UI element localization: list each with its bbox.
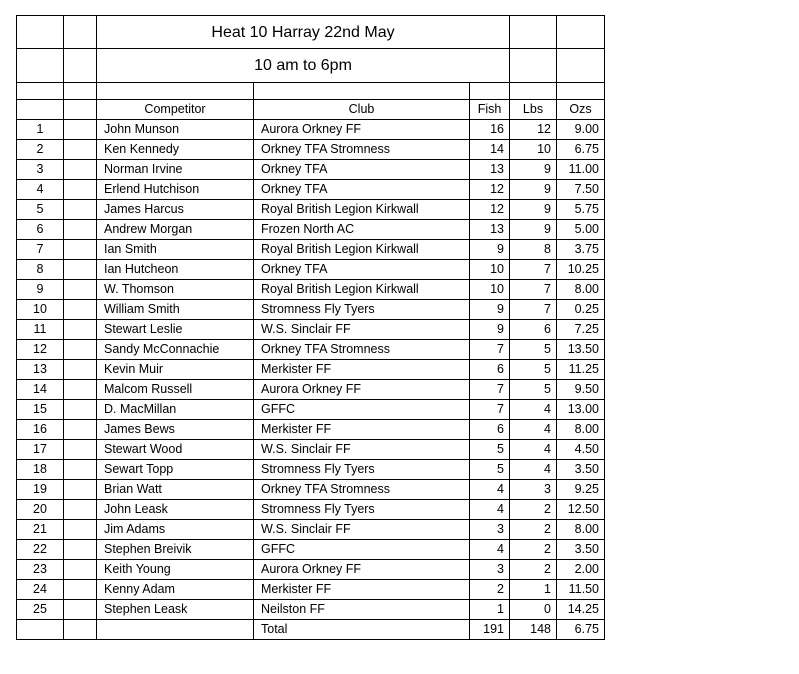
header-ozs: Ozs <box>557 100 605 120</box>
competitor-cell: Erlend Hutchison <box>97 180 254 200</box>
lbs-cell: 2 <box>510 540 557 560</box>
blank-cell <box>64 480 97 500</box>
competitor-cell: William Smith <box>97 300 254 320</box>
competitor-cell: Norman Irvine <box>97 160 254 180</box>
competitor-cell: James Harcus <box>97 200 254 220</box>
position-cell: 20 <box>16 500 64 520</box>
header-cell-blank <box>64 100 97 120</box>
club-cell: Orkney TFA <box>254 180 470 200</box>
ozs-cell: 10.25 <box>557 260 605 280</box>
position-cell: 2 <box>16 140 64 160</box>
blank-cell <box>64 300 97 320</box>
ozs-cell: 4.50 <box>557 440 605 460</box>
blank-cell <box>64 340 97 360</box>
lbs-cell: 8 <box>510 240 557 260</box>
table-row <box>16 260 605 280</box>
title-row <box>16 15 605 49</box>
time-row-cell-b <box>64 49 97 83</box>
lbs-cell: 9 <box>510 200 557 220</box>
fish-cell: 4 <box>470 500 510 520</box>
ozs-cell: 9.00 <box>557 120 605 140</box>
club-cell: GFFC <box>254 400 470 420</box>
header-row <box>16 100 605 120</box>
header-cell-position <box>16 100 64 120</box>
spacer-row <box>16 83 605 100</box>
blank-cell <box>64 240 97 260</box>
fish-cell: 13 <box>470 220 510 240</box>
table-row <box>16 140 605 160</box>
fish-cell: 12 <box>470 180 510 200</box>
competitor-cell: James Bews <box>97 420 254 440</box>
lbs-cell: 10 <box>510 140 557 160</box>
ozs-cell: 14.25 <box>557 600 605 620</box>
blank-cell <box>64 420 97 440</box>
position-cell: 5 <box>16 200 64 220</box>
table-row <box>16 420 605 440</box>
position-cell: 14 <box>16 380 64 400</box>
fish-cell: 13 <box>470 160 510 180</box>
position-cell: 24 <box>16 580 64 600</box>
position-cell: 13 <box>16 360 64 380</box>
table-row <box>16 440 605 460</box>
club-cell: Orkney TFA Stromness <box>254 140 470 160</box>
blank-cell <box>64 380 97 400</box>
position-cell: 11 <box>16 320 64 340</box>
club-cell: Orkney TFA Stromness <box>254 480 470 500</box>
ozs-cell: 9.25 <box>557 480 605 500</box>
blank-cell <box>64 400 97 420</box>
position-cell: 1 <box>16 120 64 140</box>
position-cell: 12 <box>16 340 64 360</box>
club-cell: Royal British Legion Kirkwall <box>254 200 470 220</box>
fish-cell: 14 <box>470 140 510 160</box>
competitor-cell: Brian Watt <box>97 480 254 500</box>
table-row <box>16 360 605 380</box>
time-row-cell-g <box>557 49 605 83</box>
lbs-cell: 0 <box>510 600 557 620</box>
blank-cell <box>64 600 97 620</box>
fish-cell: 16 <box>470 120 510 140</box>
ozs-cell: 5.75 <box>557 200 605 220</box>
competitor-cell: Stewart Wood <box>97 440 254 460</box>
fish-cell: 10 <box>470 280 510 300</box>
lbs-cell: 12 <box>510 120 557 140</box>
ozs-cell: 9.50 <box>557 380 605 400</box>
ozs-cell: 8.00 <box>557 420 605 440</box>
table-row <box>16 120 605 140</box>
blank-cell <box>64 560 97 580</box>
ozs-cell: 7.25 <box>557 320 605 340</box>
spacer-cell <box>510 83 557 100</box>
club-cell: W.S. Sinclair FF <box>254 320 470 340</box>
table-row <box>16 200 605 220</box>
blank-cell <box>64 360 97 380</box>
fish-cell: 3 <box>470 560 510 580</box>
table-row <box>16 460 605 480</box>
fish-cell: 9 <box>470 240 510 260</box>
position-cell: 7 <box>16 240 64 260</box>
lbs-cell: 2 <box>510 560 557 580</box>
position-cell: 4 <box>16 180 64 200</box>
fish-cell: 5 <box>470 440 510 460</box>
table-row <box>16 600 605 620</box>
club-cell: Merkister FF <box>254 420 470 440</box>
total-label: Total <box>254 620 470 640</box>
lbs-cell: 4 <box>510 440 557 460</box>
header-fish: Fish <box>470 100 510 120</box>
fish-cell: 12 <box>470 200 510 220</box>
competitor-cell: Sandy McConnachie <box>97 340 254 360</box>
lbs-cell: 4 <box>510 420 557 440</box>
position-cell: 23 <box>16 560 64 580</box>
spacer-cell <box>470 83 510 100</box>
title-row-cell-b <box>64 15 97 49</box>
club-cell: W.S. Sinclair FF <box>254 520 470 540</box>
lbs-cell: 4 <box>510 400 557 420</box>
club-cell: Royal British Legion Kirkwall <box>254 240 470 260</box>
fish-cell: 7 <box>470 380 510 400</box>
position-cell: 21 <box>16 520 64 540</box>
lbs-cell: 7 <box>510 280 557 300</box>
lbs-cell: 4 <box>510 460 557 480</box>
position-cell: 10 <box>16 300 64 320</box>
blank-cell <box>64 180 97 200</box>
sheet-time: 10 am to 6pm <box>97 49 510 83</box>
ozs-cell: 11.00 <box>557 160 605 180</box>
position-cell: 19 <box>16 480 64 500</box>
fish-cell: 9 <box>470 300 510 320</box>
club-cell: Aurora Orkney FF <box>254 120 470 140</box>
results-table-body <box>16 120 605 620</box>
club-cell: Aurora Orkney FF <box>254 380 470 400</box>
fish-cell: 6 <box>470 360 510 380</box>
fish-cell: 4 <box>470 480 510 500</box>
ozs-cell: 5.00 <box>557 220 605 240</box>
competitor-cell: John Munson <box>97 120 254 140</box>
lbs-cell: 6 <box>510 320 557 340</box>
spacer-cell <box>97 83 254 100</box>
competitor-cell: Malcom Russell <box>97 380 254 400</box>
competitor-cell: Kenny Adam <box>97 580 254 600</box>
fish-cell: 5 <box>470 460 510 480</box>
fish-cell: 6 <box>470 420 510 440</box>
ozs-cell: 13.50 <box>557 340 605 360</box>
position-cell: 6 <box>16 220 64 240</box>
blank-cell <box>64 440 97 460</box>
lbs-cell: 7 <box>510 300 557 320</box>
spacer-cell <box>16 83 64 100</box>
competitor-cell: Ian Hutcheon <box>97 260 254 280</box>
table-row <box>16 380 605 400</box>
club-cell: W.S. Sinclair FF <box>254 440 470 460</box>
club-cell: Orkney TFA <box>254 160 470 180</box>
club-cell: Stromness Fly Tyers <box>254 300 470 320</box>
competitor-cell: Keith Young <box>97 560 254 580</box>
club-cell: Orkney TFA <box>254 260 470 280</box>
table-row <box>16 500 605 520</box>
total-cell-a <box>16 620 64 640</box>
position-cell: 16 <box>16 420 64 440</box>
blank-cell <box>64 200 97 220</box>
club-cell: Orkney TFA Stromness <box>254 340 470 360</box>
spacer-cell <box>557 83 605 100</box>
ozs-cell: 3.50 <box>557 460 605 480</box>
table-row <box>16 320 605 340</box>
table-row <box>16 340 605 360</box>
ozs-cell: 3.50 <box>557 540 605 560</box>
header-lbs: Lbs <box>510 100 557 120</box>
spacer-cell <box>64 83 97 100</box>
competitor-cell: W. Thomson <box>97 280 254 300</box>
position-cell: 9 <box>16 280 64 300</box>
title-row-cell-g <box>557 15 605 49</box>
total-cell-b <box>64 620 97 640</box>
club-cell: GFFC <box>254 540 470 560</box>
lbs-cell: 9 <box>510 160 557 180</box>
total-cell-c <box>97 620 254 640</box>
lbs-cell: 3 <box>510 480 557 500</box>
competitor-cell: Stephen Leask <box>97 600 254 620</box>
fish-cell: 2 <box>470 580 510 600</box>
lbs-cell: 5 <box>510 360 557 380</box>
ozs-cell: 3.75 <box>557 240 605 260</box>
competitor-cell: Ken Kennedy <box>97 140 254 160</box>
ozs-cell: 6.75 <box>557 140 605 160</box>
table-row <box>16 180 605 200</box>
position-cell: 17 <box>16 440 64 460</box>
club-cell: Stromness Fly Tyers <box>254 500 470 520</box>
competitor-cell: Ian Smith <box>97 240 254 260</box>
club-cell: Merkister FF <box>254 580 470 600</box>
table-row <box>16 300 605 320</box>
lbs-cell: 2 <box>510 500 557 520</box>
table-row <box>16 220 605 240</box>
lbs-cell: 1 <box>510 580 557 600</box>
time-row <box>16 49 605 83</box>
club-cell: Frozen North AC <box>254 220 470 240</box>
total-row <box>16 620 605 640</box>
fish-cell: 3 <box>470 520 510 540</box>
fish-cell: 7 <box>470 400 510 420</box>
blank-cell <box>64 540 97 560</box>
ozs-cell: 0.25 <box>557 300 605 320</box>
blank-cell <box>64 500 97 520</box>
table-row <box>16 580 605 600</box>
time-row-cell-a <box>16 49 64 83</box>
fish-cell: 7 <box>470 340 510 360</box>
spacer-cell <box>254 83 470 100</box>
ozs-cell: 2.00 <box>557 560 605 580</box>
competitor-cell: Stephen Breivik <box>97 540 254 560</box>
competitor-cell: D. MacMillan <box>97 400 254 420</box>
blank-cell <box>64 280 97 300</box>
fish-cell: 10 <box>470 260 510 280</box>
competitor-cell: Sewart Topp <box>97 460 254 480</box>
header-club: Club <box>254 100 470 120</box>
total-ozs: 6.75 <box>557 620 605 640</box>
competitor-cell: Jim Adams <box>97 520 254 540</box>
blank-cell <box>64 260 97 280</box>
position-cell: 15 <box>16 400 64 420</box>
table-row <box>16 160 605 180</box>
club-cell: Neilston FF <box>254 600 470 620</box>
competitor-cell: John Leask <box>97 500 254 520</box>
blank-cell <box>64 160 97 180</box>
fish-cell: 1 <box>470 600 510 620</box>
ozs-cell: 13.00 <box>557 400 605 420</box>
lbs-cell: 7 <box>510 260 557 280</box>
table-row <box>16 280 605 300</box>
lbs-cell: 5 <box>510 380 557 400</box>
club-cell: Royal British Legion Kirkwall <box>254 280 470 300</box>
competitor-cell: Andrew Morgan <box>97 220 254 240</box>
blank-cell <box>64 140 97 160</box>
table-row <box>16 560 605 580</box>
ozs-cell: 11.25 <box>557 360 605 380</box>
club-cell: Stromness Fly Tyers <box>254 460 470 480</box>
blank-cell <box>64 580 97 600</box>
table-row <box>16 520 605 540</box>
ozs-cell: 8.00 <box>557 520 605 540</box>
position-cell: 18 <box>16 460 64 480</box>
table-row <box>16 240 605 260</box>
competitor-cell: Kevin Muir <box>97 360 254 380</box>
table-row <box>16 400 605 420</box>
fish-cell: 9 <box>470 320 510 340</box>
total-lbs: 148 <box>510 620 557 640</box>
competitor-cell: Stewart Leslie <box>97 320 254 340</box>
position-cell: 22 <box>16 540 64 560</box>
total-fish: 191 <box>470 620 510 640</box>
lbs-cell: 5 <box>510 340 557 360</box>
table-row <box>16 540 605 560</box>
results-sheet <box>16 15 605 640</box>
club-cell: Aurora Orkney FF <box>254 560 470 580</box>
blank-cell <box>64 460 97 480</box>
position-cell: 3 <box>16 160 64 180</box>
fish-cell: 4 <box>470 540 510 560</box>
ozs-cell: 12.50 <box>557 500 605 520</box>
blank-cell <box>64 320 97 340</box>
title-row-cell-a <box>16 15 64 49</box>
position-cell: 8 <box>16 260 64 280</box>
lbs-cell: 9 <box>510 220 557 240</box>
header-competitor: Competitor <box>97 100 254 120</box>
blank-cell <box>64 520 97 540</box>
blank-cell <box>64 120 97 140</box>
ozs-cell: 11.50 <box>557 580 605 600</box>
club-cell: Merkister FF <box>254 360 470 380</box>
ozs-cell: 8.00 <box>557 280 605 300</box>
title-row-cell-f <box>510 15 557 49</box>
ozs-cell: 7.50 <box>557 180 605 200</box>
sheet-title: Heat 10 Harray 22nd May <box>97 15 510 49</box>
lbs-cell: 2 <box>510 520 557 540</box>
position-cell: 25 <box>16 600 64 620</box>
time-row-cell-f <box>510 49 557 83</box>
table-row <box>16 480 605 500</box>
lbs-cell: 9 <box>510 180 557 200</box>
blank-cell <box>64 220 97 240</box>
